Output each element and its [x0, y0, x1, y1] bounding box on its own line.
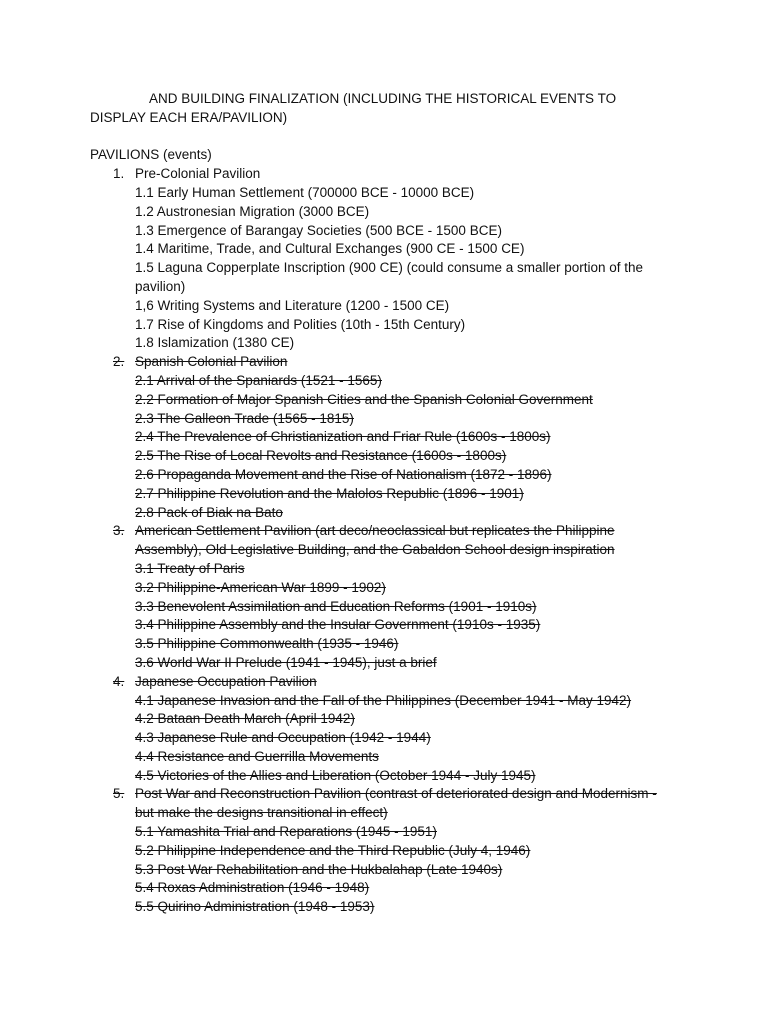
event-item: 2.4 The Prevalence of Christianization and Friar Rule (1600s - 1800s) — [135, 429, 551, 445]
pavilion-title-text: Post War and Reconstruction Pavilion (contrast of deteriorated design and Modernism - but make the designs transitional in effect) — [135, 786, 657, 821]
pavilion-title — [90, 522, 670, 560]
event-item: 3.3 Benevolent Assimilation and Education Reforms (1901 - 1910s) — [135, 598, 537, 614]
event-item: 2.6 Propaganda Movement and the Rise of Nationalism (1872 - 1896) — [135, 466, 552, 482]
event-item: 5.3 Post War Rehabilitation and the Hukbalahap (Late 1940s) — [135, 861, 503, 877]
document-page — [90, 90, 670, 917]
event-item: 2.1 Arrival of the Spaniards (1521 - 1565) — [135, 372, 382, 388]
pavilion-title — [90, 785, 670, 823]
pavilion-4 — [90, 673, 670, 786]
event-item: 1.4 Maritime, Trade, and Cultural Exchanges (900 CE - 1500 CE) — [135, 241, 525, 257]
event-item: 2.2 Formation of Major Spanish Cities and the Spanish Colonial Government — [135, 391, 593, 407]
event-item: 5.2 Philippine Independence and the Third Republic (July 4, 1946) — [135, 842, 531, 858]
pavilion-number: 3. — [113, 523, 125, 539]
event-item: 2.8 Pack of Biak na Bato — [135, 504, 283, 520]
event-item: 1.3 Emergence of Barangay Societies (500 BCE - 1500 BCE) — [135, 222, 502, 238]
event-item: 4.5 Victories of the Allies and Liberation (October 1944 - July 1945) — [135, 767, 536, 783]
event-item: 4.1 Japanese Invasion and the Fall of the Philippines (December 1941 - May 1942) — [135, 692, 632, 708]
event-item: 5.1 Yamashita Trial and Reparations (1945 - 1951) — [135, 824, 437, 840]
event-item: 3.5 Philippine Commonwealth (1935 - 1946) — [135, 636, 399, 652]
pavilion-title — [90, 165, 670, 184]
blank-line — [90, 128, 670, 147]
pavilion-number: 4. — [113, 673, 125, 689]
event-item: 2.3 The Galleon Trade (1565 - 1815) — [135, 410, 354, 426]
pavilion-title-text: Spanish Colonial Pavilion — [135, 354, 288, 370]
pavilion-title — [90, 353, 670, 372]
pavilion-title-text: Pre-Colonial Pavilion — [135, 166, 261, 182]
pavilion-1 — [90, 165, 670, 353]
pavilion-number: 1. — [113, 166, 125, 182]
event-item: 4.3 Japanese Rule and Occupation (1942 - 1944) — [135, 730, 431, 746]
pavilion-title-text: Japanese Occupation Pavilion — [135, 673, 317, 689]
pavilion-title-text: American Settlement Pavilion (art deco/neoclassical but replicates the Philippine Assembly), Old Legislative Building, and the Gabaldon School design inspiration — [135, 523, 615, 558]
event-item: 3.4 Philippine Assembly and the Insular Government (1910s - 1935) — [135, 617, 541, 633]
pavilion-3 — [90, 522, 670, 672]
event-item: 1,6 Writing Systems and Literature (1200 - 1500 CE) — [135, 297, 450, 313]
event-item: 1.2 Austronesian Migration (3000 BCE) — [135, 203, 370, 219]
event-item: 3.1 Treaty of Paris — [135, 560, 245, 576]
event-item: 3.2 Philippine-American War 1899 - 1902) — [135, 579, 386, 595]
doc-heading-line-2: DISPLAY EACH ERA/PAVILION) — [90, 109, 288, 125]
pavilion-2 — [90, 353, 670, 522]
pavilion-title — [90, 673, 670, 692]
event-item: 5.5 Quirino Administration (1948 - 1953) — [135, 899, 375, 915]
event-item: 1.5 Laguna Copperplate Inscription (900 CE) (could consume a smaller portion of the pavilion) — [135, 260, 644, 294]
event-item: 5.4 Roxas Administration (1946 - 1948) — [135, 880, 370, 896]
section-title: PAVILIONS (events) — [90, 147, 212, 163]
event-item: 3.6 World War II Prelude (1941 - 1945), just a brief — [135, 654, 437, 670]
event-item: 2.5 The Rise of Local Revolts and Resistance (1600s - 1800s) — [135, 448, 507, 464]
pavilion-5 — [90, 785, 670, 917]
event-item: 1.7 Rise of Kingdoms and Polities (10th - 15th Century) — [135, 316, 466, 332]
event-item: 1.1 Early Human Settlement (700000 BCE - 10000 BCE) — [135, 184, 475, 200]
pavilion-number: 5. — [113, 786, 125, 802]
event-item: 4.4 Resistance and Guerrilla Movements — [135, 748, 379, 764]
pavilion-number: 2. — [113, 354, 125, 370]
event-item: 4.2 Bataan Death March (April 1942) — [135, 711, 355, 727]
doc-heading-line-1: AND BUILDING FINALIZATION (INCLUDING THE HISTORICAL EVENTS TO — [149, 91, 617, 106]
event-item: 2.7 Philippine Revolution and the Malolos Republic (1896 - 1901) — [135, 485, 524, 501]
event-item: 1.8 Islamization (1380 CE) — [135, 335, 295, 351]
